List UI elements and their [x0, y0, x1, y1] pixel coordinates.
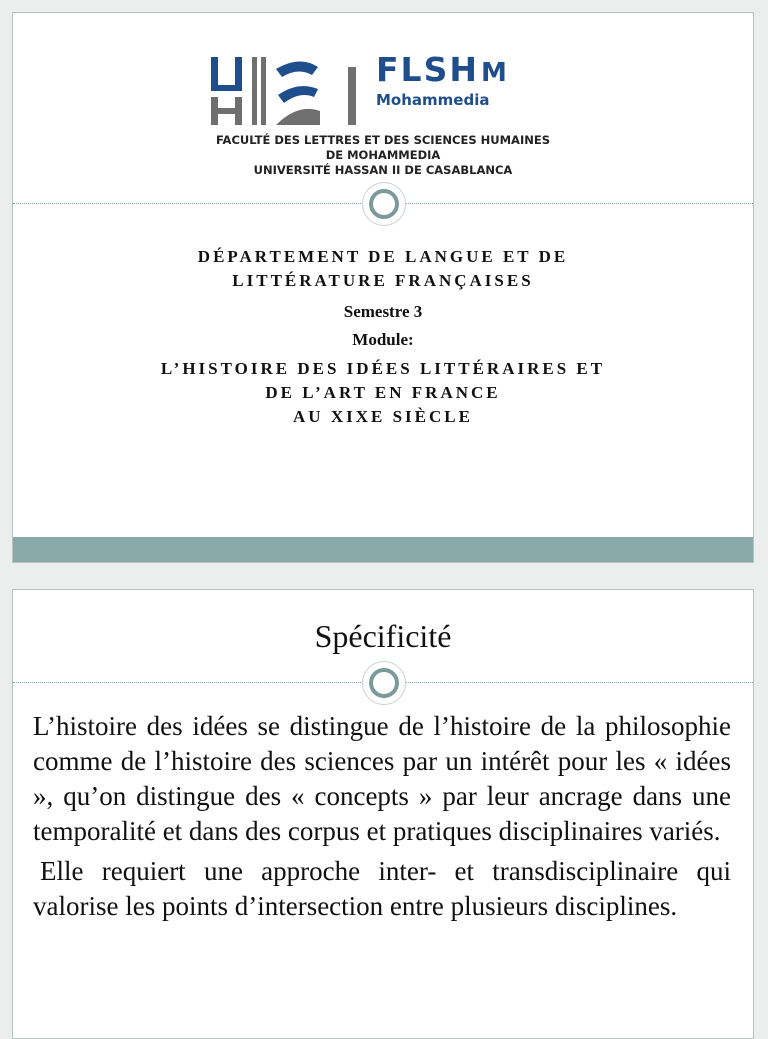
module-title-line: AU XIXE SIÈCLE: [293, 407, 473, 426]
content-slide: [12, 589, 754, 1039]
university-logo: [208, 50, 568, 133]
circle-ornament-icon: [362, 661, 406, 705]
slide-body: [33, 709, 731, 924]
module-title-line: DE L’ART EN FRANCE: [265, 383, 501, 402]
faculty-line: FACULTÉ DES LETTRES ET DES SCIENCES HUMAINES: [216, 133, 550, 147]
body-paragraph: L’histoire des idées se distingue de l’histoire de la philosophie comme de l’histoire des sciences par un intérêt pour les « idées », qu’on distingue des « concepts » par leur ancrage dans une temporalité et dans des corpus et pratiques disciplinaires variés.: [33, 711, 731, 846]
faculty-line: DE MOHAMMEDIA: [325, 148, 441, 162]
module-title-line: L’HISTOIRE DES IDÉES LITTÉRAIRES ET: [160, 359, 606, 378]
department-line: LITTÉRATURE FRANÇAISES: [232, 271, 534, 290]
body-paragraph: Elle requiert une approche inter- et transdisciplinaire qui valorise les points d’intersection entre plusieurs disciplines.: [33, 856, 731, 921]
circle-ornament-icon: [362, 182, 406, 226]
uh2-logo-mark-icon: [208, 53, 358, 133]
logo-brand: [376, 50, 507, 89]
department-block: [13, 245, 753, 429]
logo-brand-text: FLSH: [376, 50, 479, 89]
logo-city: Mohammedia: [376, 91, 490, 109]
faculty-line: UNIVERSITÉ HASSAN II DE CASABLANCA: [253, 163, 513, 177]
module-label: Module:: [352, 330, 414, 349]
slide-title: Spécificité: [314, 618, 452, 654]
department-line: DÉPARTEMENT DE LANGUE ET DE: [197, 247, 569, 266]
title-slide: [12, 12, 754, 563]
semester-label: Semestre 3: [343, 302, 423, 321]
faculty-name: [25, 133, 741, 178]
accent-band: [13, 537, 753, 562]
logo-brand-suffix: M: [480, 58, 507, 88]
